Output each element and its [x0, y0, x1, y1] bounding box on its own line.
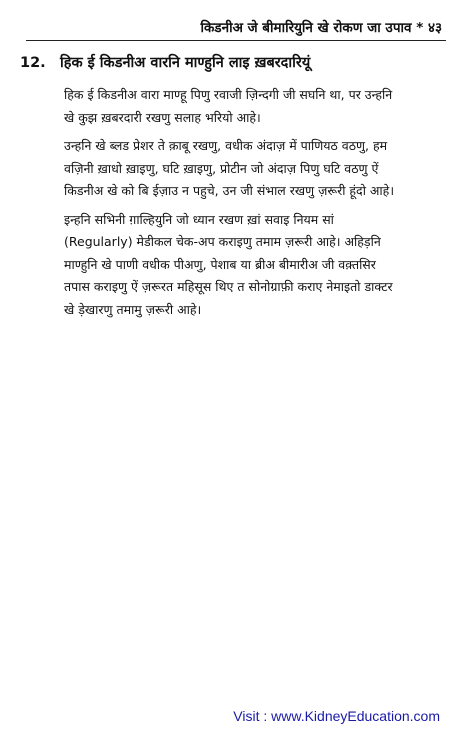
- paragraph-line: उन्हनि खे ब्लड प्रेशर ते क़ाबू रखणु, वधीक अंदाज़ में पाणियठ वठणु, हम: [64, 138, 388, 153]
- paragraph-line: खे कुझ ख़बरदारी रखणु सलाह भरियो आहे।: [64, 109, 261, 125]
- paragraph-1: [64, 84, 452, 129]
- paragraph-2: [64, 135, 452, 203]
- section-title-text: हिक ई किडनीअ वारनि माण्हुनि लाइ ख़बरदारियूं: [60, 55, 311, 71]
- header-divider: [26, 40, 446, 41]
- running-header: किडनीअ जे बीमारियुनि खे रोकण जा उपाव * ४३: [200, 20, 442, 36]
- paragraph-line: माण्हुनि खे पाणी वधीक पीअणु, पेशाब या ब्रीअ बीमारीअ जी वक़्तसिर: [64, 256, 376, 272]
- section-number: 12.: [20, 55, 46, 71]
- paragraph-line: तपास कराइणु ऐं ज़रूरत महिसूस थिए त सोनोग्राफ़ी कराए नेमाइतो डाक्टर: [64, 279, 393, 294]
- footer-website-link[interactable]: Visit : www.KidneyEducation.com: [233, 708, 440, 724]
- paragraph-line: हिक ई किडनीअ वारा माण्हू पिणु रवाजी ज़िन्दगी जी सघनि था, पर उन्हनि: [64, 87, 393, 102]
- paragraph-3: [64, 209, 452, 322]
- section-heading: [20, 52, 450, 72]
- paragraph-line: इन्हनि सभिनी ग़ाल्हियुनि जो ध्यान रखण ख़ां सवाइ नियम सां: [64, 211, 334, 227]
- section-body: [64, 84, 452, 327]
- paragraph-line: (Regularly) मेडीकल चेक-अप कराइणु तमाम ज़रूरी आहे। अहिड़नि: [64, 234, 381, 249]
- paragraph-line: किडनीअ खे को बि ईज़ाउ न पहुचे, उन जी संभाल रखणु ज़रूरी हूंदो आहे।: [64, 183, 395, 198]
- paragraph-line: खे ड़ेखारणु तमामु ज़रूरी आहे।: [64, 301, 202, 317]
- paragraph-line: वज़िनी ख़ाधो ख़ाइणु, घटि ख़ाइणु, प्रोटीन जो अंदाज़ पिणु घटि वठणु ऐं: [64, 160, 379, 176]
